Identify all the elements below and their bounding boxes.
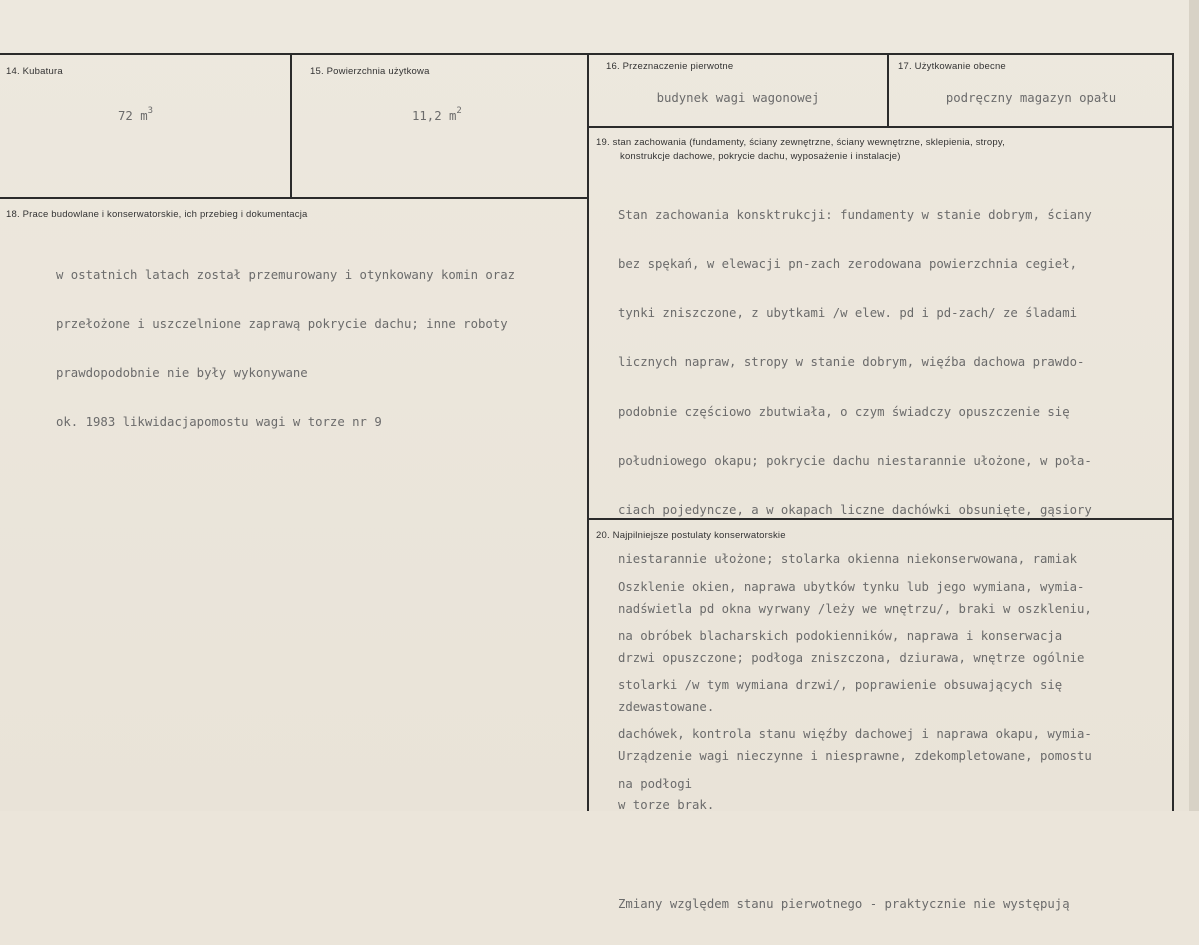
- field-18-line: ok. 1983 likwidacjapomostu wagi w torze nr 9: [56, 415, 382, 430]
- divider-left-right: [587, 53, 589, 811]
- divider-16-17: [887, 53, 889, 127]
- field-19-line: tynki zniszczone, z ubytkami /w elew. pd i pd-zach/ ze śladami: [618, 306, 1078, 321]
- field-20-text: [618, 546, 1092, 825]
- field-19-line: bez spękań, w elewacji pn-zach zerodowana powierzchnia cegieł,: [618, 257, 1078, 272]
- field-17-label: 17. Użytkowanie obecne: [898, 61, 1006, 72]
- field-19-line: w torze brak.: [618, 798, 715, 813]
- field-19-line: Zmiany względem stanu pierwotnego - praktycznie nie występują: [618, 896, 1070, 911]
- field-16-label: 16. Przeznaczenie pierwotne: [606, 61, 734, 72]
- field-19-line: podobnie częściowo zbutwiała, o czym świadczy opuszczenie się: [618, 404, 1070, 419]
- field-18-line: prawdopodobnie nie były wykonywane: [56, 366, 308, 381]
- field-19-line: Stan zachowania konsktrukcji: fundamenty w stanie dobrym, ściany: [618, 207, 1092, 222]
- field-19-line: południowego okapu; pokrycie dachu niestarannie ułożone, w poła-: [618, 453, 1092, 468]
- field-19-line: licznych napraw, stropy w stanie dobrym, więźba dachowa prawdo-: [618, 355, 1085, 370]
- rule-under-16-17: [588, 126, 1174, 128]
- kubatura-unit-exponent: 3: [147, 106, 154, 116]
- field-20-line: na podłogi: [618, 776, 693, 791]
- field-15-value: [412, 103, 462, 124]
- field-20-line: na obróbek blacharskich podokienników, naprawa i konserwacja: [618, 629, 1063, 644]
- field-19-line: [618, 847, 1092, 863]
- field-19-label-line2: konstrukcje dachowe, pokrycie dachu, wyposażenie i instalacje): [620, 151, 901, 162]
- area-unit-exponent: 2: [456, 106, 462, 116]
- field-19-label-line1: 19. stan zachowania (fundamenty, ściany zewnętrzne, ściany wewnętrzne, sklepienia, stropy,: [596, 137, 1005, 148]
- field-18-line: w ostatnich latach został przemurowany i otynkowany komin oraz: [56, 267, 516, 282]
- card-edge: [1189, 0, 1199, 811]
- field-16-value: budynek wagi wagonowej: [656, 91, 820, 105]
- field-19-line: nadświetla pd okna wyrwany /leży we wnętrzu/, braki w oszkleniu,: [618, 601, 1092, 616]
- field-20-label: 20. Najpilniejsze postulaty konserwatorskie: [596, 530, 786, 541]
- right-border: [1172, 53, 1174, 811]
- field-18-line: przełożone i uszczelnione zaprawą pokrycie dachu; inne roboty: [56, 317, 508, 332]
- rule-under-14-15: [0, 197, 588, 199]
- field-20-line: Oszklenie okien, naprawa ubytków tynku lub jego wymiana, wymia-: [618, 579, 1085, 594]
- field-19-line: drzwi opuszczone; podłoga zniszczona, dziurawa, wnętrze ogólnie: [618, 650, 1085, 665]
- field-15-label: 15. Powierzchnia użytkowa: [310, 66, 430, 77]
- field-17-value: podręczny magazyn opału: [945, 91, 1117, 105]
- field-20-line: dachówek, kontrola stanu więźby dachowej i naprawa okapu, wymia-: [618, 727, 1092, 742]
- field-19-line: niestarannie ułożone; stolarka okienna niekonserwowana, ramiak: [618, 552, 1078, 567]
- field-19-line: Urządzenie wagi nieczynne i niesprawne, zdekompletowane, pomostu: [618, 749, 1092, 764]
- field-14-value: [118, 103, 153, 124]
- field-18-text: [56, 234, 515, 464]
- area-value: 11,2 m: [412, 109, 457, 123]
- divider-14-15: [290, 53, 292, 198]
- field-19-line: zdewastowane.: [618, 700, 715, 714]
- kubatura-value: 72 m: [118, 109, 148, 123]
- field-20-line: stolarki /w tym wymiana drzwi/, poprawienie obsuwających się: [618, 678, 1063, 693]
- field-18-label: 18. Prace budowlane i konserwatorskie, ich przebieg i dokumentacja: [6, 209, 308, 220]
- field-19-line: ciach pojedyncze, a w okapach liczne dachówki obsunięte, gąsiory: [618, 503, 1092, 518]
- field-14-label: 14. Kubatura: [6, 66, 63, 77]
